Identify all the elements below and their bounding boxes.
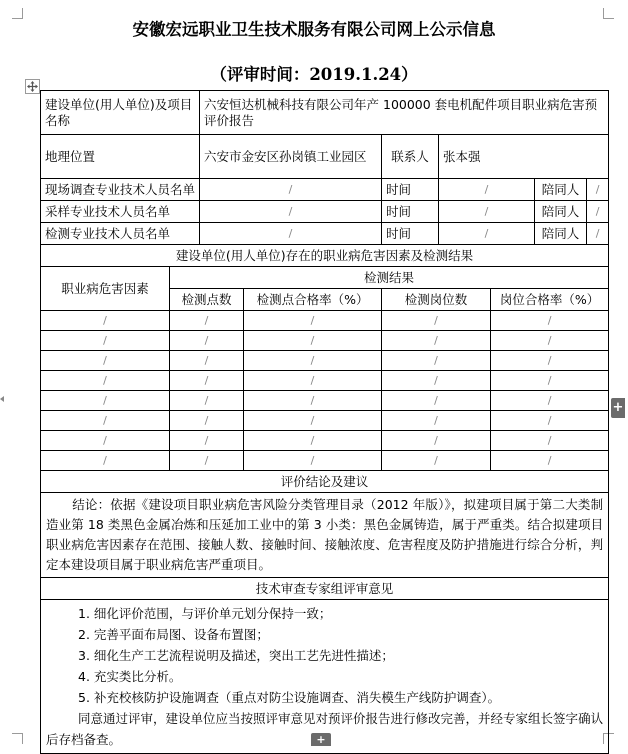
unit-label: 建设单位(用人单位)及项目名称 [41, 91, 200, 135]
conclusion-row [41, 493, 609, 578]
hazard-cell: / [382, 451, 491, 471]
review-row [41, 600, 609, 754]
hazard-cell: / [170, 431, 244, 451]
review-time: （评审时间：2019.1.24） [210, 65, 418, 84]
hazard-cell: / [244, 371, 382, 391]
expand-bottom-tab[interactable]: + [311, 733, 331, 746]
col-header-points: 检测点数 [170, 289, 244, 311]
accompany-label: 陪同人 [535, 201, 587, 223]
factor-header: 职业病危害因素 [41, 267, 170, 311]
hazard-cell: / [244, 391, 382, 411]
hazard-section-title: 建设单位(用人单位)存在的职业病危害因素及检测结果 [41, 245, 609, 267]
conclusion-title: 评价结论及建议 [41, 471, 609, 493]
hazard-cell: / [41, 431, 170, 451]
hazard-cell: / [244, 451, 382, 471]
hazard-cell: / [491, 451, 609, 471]
unit-row [41, 91, 609, 135]
review-item: 3. 细化生产工艺流程说明及描述，突出工艺先进性描述； [78, 648, 394, 663]
location-row [41, 135, 609, 179]
review-closing: 同意通过评审，建设单位应当按照评审意见对预评价报告进行修改完善，并经专家组长签字确认后存档备查。 [46, 711, 604, 747]
hazard-cell: / [244, 331, 382, 351]
hazard-cell: / [41, 371, 170, 391]
hazard-cell: / [170, 331, 244, 351]
staff-label: 现场调查专业技术人员名单 [41, 179, 200, 201]
hazard-cell: / [41, 391, 170, 411]
col-header-point-rate: 检测点合格率（%） [244, 289, 382, 311]
contact-label: 联系人 [382, 135, 439, 179]
hazard-cell: / [170, 451, 244, 471]
table-row [41, 351, 609, 371]
hazard-cell: / [382, 371, 491, 391]
page-corner-mark [12, 733, 23, 744]
contact-value: 张本强 [439, 135, 609, 179]
table-row [41, 311, 609, 331]
hazard-cell: / [491, 391, 609, 411]
time-label: 时间 [382, 201, 439, 223]
accompany-value: / [587, 201, 609, 223]
accompany-value: / [587, 223, 609, 245]
staff-row [41, 201, 609, 223]
hazard-cell: / [41, 451, 170, 471]
location-value: 六安市金安区孙岗镇工业园区 [200, 135, 382, 179]
table-move-handle-icon[interactable] [25, 79, 40, 94]
hazard-section-header [41, 245, 609, 267]
table-row [41, 371, 609, 391]
time-value: / [439, 179, 535, 201]
hazard-cell: / [382, 351, 491, 371]
hazard-cell: / [41, 331, 170, 351]
review-item: 5. 补充校核防护设施调查（重点对防尘设施调查、消失模生产线防护调查）。 [78, 690, 501, 705]
review-title: 技术审查专家组评审意见 [41, 578, 609, 600]
table-row [41, 451, 609, 471]
conclusion-text: 结论：依据《建设项目职业病危害风险分类管理目录（2012 年版）》，拟建项目属于第二大类制造业第 18 类黑色金属冶炼和压延加工业中的第 3 小类：黑色金属铸造，属于严重类。结合拟建项目职业病危害因素存在范围、接触人数、接触时间、接触浓度、危害程度及防护措施进行综合分析，判定本建设项目属于职业病危害严重项目。 [41, 493, 609, 578]
staff-row [41, 179, 609, 201]
left-margin-arrow-icon [0, 396, 4, 402]
hazard-cell: / [170, 391, 244, 411]
hazard-cell: / [491, 351, 609, 371]
hazard-cell: / [244, 311, 382, 331]
hazard-cell: / [491, 331, 609, 351]
hazard-cell: / [382, 411, 491, 431]
review-item: 1. 细化评价范围，与评价单元划分保持一致； [78, 606, 332, 621]
review-body [41, 600, 609, 754]
hazard-cell: / [382, 311, 491, 331]
staff-row [41, 223, 609, 245]
table-row [41, 331, 609, 351]
hazard-cell: / [41, 311, 170, 331]
hazard-cell: / [382, 431, 491, 451]
disclosure-table [40, 90, 609, 754]
accompany-label: 陪同人 [535, 179, 587, 201]
table-row [41, 391, 609, 411]
time-value: / [439, 223, 535, 245]
conclusion-header [41, 471, 609, 493]
time-value: / [439, 201, 535, 223]
hazard-cell: / [244, 431, 382, 451]
hazard-cell: / [491, 371, 609, 391]
hazard-cell: / [491, 431, 609, 451]
staff-label: 采样专业技术人员名单 [41, 201, 200, 223]
results-header: 检测结果 [170, 267, 609, 289]
staff-label: 检测专业技术人员名单 [41, 223, 200, 245]
expand-side-tab[interactable]: + [611, 398, 625, 418]
unit-value: 六安恒达机械科技有限公司年产 100000 套电机配件项目职业病危害预评价报告 [200, 91, 609, 135]
accompany-label: 陪同人 [535, 223, 587, 245]
time-label: 时间 [382, 223, 439, 245]
accompany-value: / [587, 179, 609, 201]
staff-value: / [200, 201, 382, 223]
hazard-cell: / [491, 311, 609, 331]
review-header [41, 578, 609, 600]
hazard-cell: / [491, 411, 609, 431]
hazard-cell: / [170, 311, 244, 331]
time-label: 时间 [382, 179, 439, 201]
hazard-cell: / [244, 351, 382, 371]
review-item: 2. 完善平面布局图、设备布置图； [78, 627, 269, 642]
hazard-header-row-1 [41, 267, 609, 289]
hazard-cell: / [382, 391, 491, 411]
col-header-post-rate: 岗位合格率（%） [491, 289, 609, 311]
hazard-cell: / [170, 371, 244, 391]
staff-value: / [200, 179, 382, 201]
hazard-cell: / [170, 351, 244, 371]
page-title: 安徽宏远职业卫生技术服务有限公司网上公示信息 [132, 20, 496, 39]
hazard-cell: / [382, 331, 491, 351]
staff-value: / [200, 223, 382, 245]
table-row [41, 411, 609, 431]
hazard-cell: / [41, 411, 170, 431]
hazard-cell: / [41, 351, 170, 371]
col-header-posts: 检测岗位数 [382, 289, 491, 311]
table-row [41, 431, 609, 451]
review-item: 4. 充实类比分析。 [78, 669, 182, 684]
hazard-cell: / [244, 411, 382, 431]
location-label: 地理位置 [41, 135, 200, 179]
hazard-cell: / [170, 411, 244, 431]
